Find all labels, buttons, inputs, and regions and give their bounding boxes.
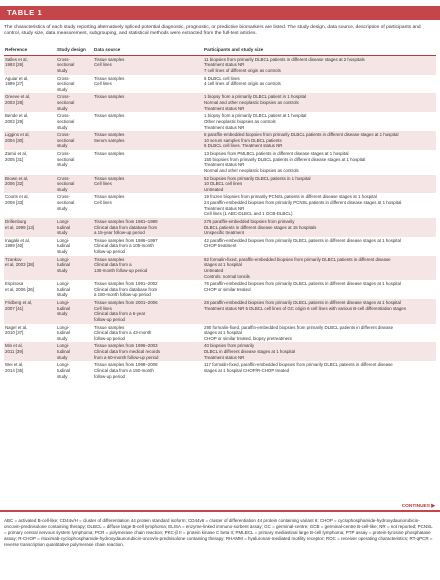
cell-participants: [203, 218, 436, 237]
cell-line: 2003 [28]: [5, 100, 24, 106]
cell-line: CHOP or similar treated, biopsy pretreatment: [204, 335, 292, 341]
cell-study-design: [56, 193, 93, 218]
cell-line: Treatment status NR: [204, 162, 245, 168]
cell-line: sectional: [57, 156, 75, 162]
cell-line: 290 formalin-fixed, paraffin-embedded biopsies from primarily DLBCL patients in different disease: [204, 324, 394, 330]
cell-line: Inagaki et al,: [5, 237, 30, 243]
table-body: [4, 55, 436, 380]
cell-line: Tissue samples: [94, 75, 125, 81]
cell-line: Tissue samples from 1986–1997: [94, 237, 158, 243]
cell-line: Tzankov: [5, 256, 22, 262]
cell-line: sectional: [57, 137, 75, 143]
cell-line: stages at 1 hospital CHOP/R-CHOP treated: [204, 367, 290, 373]
cell-line: Bende et al,: [5, 113, 29, 119]
cell-line: Longi-: [57, 300, 70, 306]
cell-data-source: [93, 93, 203, 112]
cell-line: Cross-: [57, 94, 70, 100]
cell-line: Tissue samples: [94, 132, 125, 138]
cell-line: Normal and other neoplastic biopsies as controls: [204, 100, 299, 106]
cell-line: sectional: [57, 100, 75, 106]
column-header-reference: Reference: [4, 46, 56, 55]
cell-study-design: [56, 175, 93, 194]
cell-line: Tissue samples from 2001–2006: [94, 300, 158, 306]
cell-study-design: [56, 131, 93, 150]
cell-study-design: [56, 324, 93, 343]
table-row: [4, 324, 436, 343]
cell-data-source: [93, 324, 203, 343]
cell-line: a 15-year follow-up period: [94, 230, 145, 236]
cell-line: Tissue samples: [94, 175, 125, 181]
cell-line: Cross-: [57, 175, 70, 181]
arrow-right-icon: ▶: [431, 504, 435, 509]
cell-participants: [203, 342, 436, 361]
cell-line: study: [57, 162, 68, 168]
cell-line: Zamò et al,: [5, 151, 27, 157]
table-row: [4, 193, 436, 218]
cell-reference: [4, 342, 56, 361]
cell-line: 7 cell lines of different origin as controls: [204, 67, 281, 73]
cell-line: Longi-: [57, 218, 70, 224]
cell-line: Clinical data from database from: [94, 286, 158, 292]
cell-line: et al, 2003 [38]: [5, 262, 35, 268]
cell-line: Normal and other neoplastic biopsies as controls: [204, 167, 299, 173]
cell-line: tudinal: [57, 243, 70, 249]
cell-line: Aguiar et al,: [5, 75, 29, 81]
cell-data-source: [93, 256, 203, 281]
table-row: [4, 150, 436, 175]
cell-line: Liggins et al,: [5, 132, 30, 138]
cell-data-source: [93, 299, 203, 324]
cell-line: Treatment status NR: [204, 105, 245, 111]
cell-line: stages at 1 hospital: [204, 330, 242, 336]
cell-line: follow-up period: [94, 249, 125, 255]
cell-line: study: [57, 292, 68, 298]
cell-line: from a 60-month follow-up period: [94, 354, 159, 360]
cell-line: Treatment status NR 5 DLBCL cell lines of GC origin 6 cell lines with various B-cell differentiation stages: [204, 305, 406, 311]
cell-line: Treatment status NR: [204, 354, 245, 360]
cell-line: Controls: normal tonsils: [204, 273, 250, 279]
cell-line: 117 formalin-fixed, paraffin-embedded biopsies from primarily DLBCL patients in different disease: [204, 362, 393, 368]
cell-line: CHOP treatment: [204, 243, 237, 249]
cell-line: 150 biopsies from primarily DLBCL patients in different disease stages at 1 hospital: [204, 156, 366, 162]
cell-line: CHOP or similar treated: [204, 286, 251, 292]
cell-participants: [203, 193, 436, 218]
cell-line: 1999 [27]: [5, 81, 24, 87]
cell-data-source: [93, 75, 203, 94]
cell-line: 2014 [35]: [5, 367, 24, 373]
cell-line: Brown et al,: [5, 175, 29, 181]
cell-line: study: [57, 354, 68, 360]
cell-participants: [203, 75, 436, 94]
cell-line: 40 biopsies from primarily: [204, 343, 255, 349]
cell-line: 1993 [26]: [5, 62, 24, 68]
cell-line: Longi-: [57, 324, 70, 330]
cell-line: DLBCL patients in different disease stages at 15 hospitals: [204, 224, 317, 230]
cell-line: Untreated: [204, 267, 224, 273]
cell-line: sectional: [57, 200, 75, 206]
cell-line: tudinal: [57, 367, 70, 373]
cell-line: tudinal: [57, 262, 70, 268]
cell-study-design: [56, 280, 93, 299]
cell-line: Tissue samples: [94, 151, 125, 157]
cell-line: study: [57, 335, 68, 341]
cell-line: 5 DLBCL cell lines. Treatment status NR: [204, 143, 283, 149]
cell-line: Cell lines: [94, 62, 112, 68]
cell-data-source: [93, 237, 203, 256]
cell-study-design: [56, 112, 93, 131]
cell-line: Tissue samples: [94, 194, 125, 200]
cell-line: Min et al,: [5, 343, 23, 349]
cell-line: sectional: [57, 81, 75, 87]
cell-line: 1999 [40]: [5, 243, 24, 249]
cell-line: tudinal: [57, 305, 70, 311]
cell-line: Fridberg et al,: [5, 300, 33, 306]
cell-line: Drillenburg: [5, 218, 27, 224]
cell-line: Tissue samples: [94, 94, 125, 100]
cell-study-design: [56, 361, 93, 380]
cell-data-source: [93, 150, 203, 175]
cell-line: 42 paraffin-embedded biopsies from primarily DLBCL patients in different disease stages at 1 hospital: [204, 237, 401, 243]
cell-data-source: [93, 112, 203, 131]
cell-line: Cell lines: [94, 200, 112, 206]
cell-line: DLBCL in different disease stages at 1 hospital: [204, 349, 296, 355]
cell-study-design: [56, 75, 93, 94]
cell-reference: [4, 237, 56, 256]
table-row: [4, 93, 436, 112]
cell-line: Tissue samples: [94, 256, 125, 262]
cell-line: Treatment status NR: [204, 124, 245, 130]
cell-line: Clinical data from a 43-month: [94, 330, 152, 336]
table-header-bar: [0, 6, 440, 20]
cell-line: 76 paraffin-embedded biopsies from primarily DLBCL patients in different disease stages at 1 hospital: [204, 281, 401, 287]
abbreviations-footnote: ABC = activated B-cell-like; CD44v/H = cluster of differentiation 44 protein standard isoform; CD44v6 = cluster of differentiation 44 protein containing variant 6; CHOP = cyclophosphamide-hydroxydaunorubicin-oncovin-prednisolone containing therapy; DLBCL = diffuse large B-cell lymphoma; ELISA = enzyme-linked immuno-sorbent assay; GC = germinal-centre; GCB = germinal-centre B-cell-like; NR = not reported; PCNSL = primary central nervous system lymphoma; PCR = polymerase chain reaction; PKC-β II = protein kinase C beta II; PMLBCL = primary mediastinal large B-cell lymphoma; PTP assay = protein-tyrosine phosphatase assay; R-CHOP = rituximab-cyclophosphamide-hydroxydaunorubicin-oncovin-prednisolone containing therapy; RHAMM = hyaluronan-mediated motility receptor; ROC = receiver operating characteristics; RT-qPCR = reverse transcription quantitative polymerase chain reaction.: [4, 518, 433, 547]
cell-line: Longi-: [57, 343, 70, 349]
cell-participants: [203, 324, 436, 343]
cell-reference: [4, 299, 56, 324]
cell-study-design: [56, 299, 93, 324]
cell-participants: [203, 55, 436, 74]
cell-line: Other neoplastic biopsies as controls: [204, 118, 276, 124]
cell-study-design: [56, 55, 93, 74]
cell-reference: [4, 175, 56, 194]
column-header-study-design: Study design: [56, 46, 93, 55]
cell-line: Cross-: [57, 194, 70, 200]
cell-participants: [203, 93, 436, 112]
cell-reference: [4, 112, 56, 131]
cell-line: Wei et al,: [5, 362, 24, 368]
cell-line: 2010 [37]: [5, 330, 24, 336]
cell-study-design: [56, 256, 93, 281]
table-row: [4, 237, 436, 256]
cell-line: study: [57, 186, 68, 192]
cell-line: Tissue samples: [94, 113, 125, 119]
cell-line: sectional: [57, 118, 75, 124]
cell-data-source: [93, 193, 203, 218]
cell-line: 10 DLBCL cell lines: [204, 181, 243, 187]
cell-line: Longi-: [57, 237, 70, 243]
cell-reference: [4, 280, 56, 299]
cell-line: Cross-: [57, 75, 70, 81]
cell-participants: [203, 175, 436, 194]
table-title: TABLE 1: [7, 8, 43, 17]
cell-line: 13 biopsies from PMLBCL patients in different disease stages at 1 hospital: [204, 151, 349, 157]
cell-line: sectional: [57, 62, 75, 68]
cell-line: 2006 [32]: [5, 181, 24, 187]
cell-participants: [203, 280, 436, 299]
cell-data-source: [93, 280, 203, 299]
cell-line: Treatment status NR: [204, 205, 245, 211]
cell-line: 2009 [33]: [5, 200, 24, 206]
column-header-data-source: Data source: [93, 46, 203, 55]
table-row: [4, 175, 436, 194]
cell-line: study: [57, 67, 68, 73]
cell-line: follow-up period: [94, 373, 125, 379]
cell-line: Clinical data from database from: [94, 224, 158, 230]
cell-line: sectional: [57, 181, 75, 187]
cell-reference: [4, 150, 56, 175]
cell-participants: [203, 299, 436, 324]
cell-line: study: [57, 124, 68, 130]
cell-line: study: [57, 105, 68, 111]
cell-line: study: [57, 143, 68, 149]
cell-line: tudinal: [57, 224, 70, 230]
cell-line: 52 biopsies from primarily DLBCL patients in 1 hospital: [204, 175, 311, 181]
table-row: [4, 280, 436, 299]
cell-study-design: [56, 342, 93, 361]
cell-line: Cell lines (1 ABC-DLBCL and 1 GCB-DLBCL): [204, 211, 293, 217]
cell-line: 10 serum samples from DLBCL patients: [204, 137, 282, 143]
cell-line: tudinal: [57, 330, 70, 336]
cell-line: Clinical data from a: [94, 262, 132, 268]
cell-line: 2007 [41]: [5, 305, 24, 311]
cell-line: Longi-: [57, 281, 70, 287]
cell-line: Tissue samples from 1996–2003: [94, 343, 158, 349]
column-header-participants: Participants and study size: [203, 46, 436, 55]
cell-line: Cell lines: [94, 81, 112, 87]
cell-line: Unspecific treatment: [204, 230, 245, 236]
cell-line: 1 biopsy from a primarily DLBCL patient at 1 hospital: [204, 113, 307, 119]
cell-line: et al, 1999 [13]: [5, 224, 35, 230]
cell-line: Cross-: [57, 132, 70, 138]
cell-line: Cross-: [57, 113, 70, 119]
cell-line: 82 formalin-fixed, paraffin-embedded biopsies from primarily DLBCL patients in different disease: [204, 256, 391, 262]
cell-line: Clinical data from medical records: [94, 349, 161, 355]
cell-line: 24 paraffin-embedded biopsies from primarily PCNSL patients in different disease stages at 1 hospital: [204, 200, 402, 206]
cell-reference: [4, 93, 56, 112]
cell-line: 2002 [29]: [5, 118, 24, 124]
cell-line: Nagel et al,: [5, 324, 28, 330]
table-row: [4, 256, 436, 281]
cell-line: Salles et al,: [5, 56, 28, 62]
cell-line: et al, 2006 [36]: [5, 286, 35, 292]
cell-line: Tissue samples from 1991–2002: [94, 281, 158, 287]
table-caption: The characteristics of each study reporting alternatively spliced potential diagnostic, prognostic, or predictive biomarkers are listed. The study design, data source, description of participants and control, study size, data measurement, subgrouping, and statistical methods were extracted from the full-text articles.: [4, 25, 421, 37]
cell-line: Tissue samples from 1998–2008: [94, 362, 158, 368]
cell-line: Cell lines: [94, 181, 112, 187]
table-row: [4, 299, 436, 324]
table-row: [4, 112, 436, 131]
cell-line: 28 paraffin-embedded biopsies from primarily DLBCL patients in different disease stages at 1 hospital: [204, 300, 401, 306]
cell-line: 2005 [31]: [5, 156, 24, 162]
footer-rule: [0, 510, 440, 512]
cell-reference: [4, 55, 56, 74]
cell-line: Tissue samples: [94, 56, 125, 62]
cell-reference: [4, 75, 56, 94]
cell-line: Greeve et al,: [5, 94, 31, 100]
cell-line: stages at 1 hospital: [204, 262, 242, 268]
cell-line: Treatment status NR: [204, 62, 245, 68]
cell-line: Tissue samples: [94, 324, 125, 330]
cell-line: a 180-month follow-up period: [94, 292, 151, 298]
cell-line: 130-month follow-up period: [94, 267, 148, 273]
cell-line: follow-up period: [94, 316, 125, 322]
cell-data-source: [93, 218, 203, 237]
cell-line: Longi-: [57, 256, 70, 262]
cell-reference: [4, 324, 56, 343]
cell-participants: [203, 256, 436, 281]
cell-line: tudinal: [57, 349, 70, 355]
cell-data-source: [93, 131, 203, 150]
cell-line: 11 biopsies from primarily DLBCL patients in different disease stages at 2 hospitals: [204, 56, 365, 62]
cell-line: study: [57, 86, 68, 92]
table-row: [4, 218, 436, 237]
table-row: [4, 55, 436, 74]
table-row: [4, 131, 436, 150]
cell-data-source: [93, 55, 203, 74]
cell-participants: [203, 150, 436, 175]
cell-line: Tissue samples from 1981–1989: [94, 218, 158, 224]
cell-reference: [4, 361, 56, 380]
continues-text: CONTINUES: [401, 504, 430, 509]
cell-line: 1 biopsy from a primarily DLBCL patient in 1 hospital: [204, 94, 307, 100]
table-row: [4, 342, 436, 361]
cell-participants: [203, 237, 436, 256]
cell-line: Clinical data from a 105-month: [94, 243, 154, 249]
cell-line: study: [57, 267, 68, 273]
cell-line: study: [57, 249, 68, 255]
cell-line: 6 paraffin-embedded biopsies from primarily DLBCL patients in different disease stages at 1 hospital: [204, 132, 399, 138]
cell-line: study: [57, 373, 68, 379]
cell-line: Cross-: [57, 151, 70, 157]
cell-line: 5 DLBCL cell lines: [204, 75, 240, 81]
cell-data-source: [93, 342, 203, 361]
cell-line: study: [57, 230, 68, 236]
cell-study-design: [56, 150, 93, 175]
cell-study-design: [56, 93, 93, 112]
cell-reference: [4, 131, 56, 150]
table-row: [4, 361, 436, 380]
cell-line: Serum samples: [94, 137, 125, 143]
cell-line: 4 cell lines of different origin as controls: [204, 81, 281, 87]
cell-line: Espinosa: [5, 281, 24, 287]
cell-study-design: [56, 237, 93, 256]
cell-line: follow-up period: [94, 335, 125, 341]
cell-line: study: [57, 311, 68, 317]
cell-reference: [4, 218, 56, 237]
cell-line: Cell lines: [94, 305, 112, 311]
cell-data-source: [93, 361, 203, 380]
cell-line: 2004 [30]: [5, 137, 24, 143]
cell-participants: [203, 131, 436, 150]
cell-reference: [4, 193, 56, 218]
table-header-row: [4, 46, 436, 55]
cell-reference: [4, 256, 56, 281]
cell-line: study: [57, 205, 68, 211]
cell-line: 276 paraffin-embedded biopsies from primarily: [204, 218, 295, 224]
cell-participants: [203, 112, 436, 131]
cell-data-source: [93, 175, 203, 194]
table-row: [4, 75, 436, 94]
cell-line: 2011 [39]: [5, 349, 23, 355]
cell-line: Untreated: [204, 186, 224, 192]
cell-line: Cross-: [57, 56, 70, 62]
cell-line: Clinical data from a 150-month: [94, 367, 154, 373]
cell-study-design: [56, 218, 93, 237]
cell-line: 19 frozen biopsies from primarily PCNSL patients in different disease stages at 1 hospital: [204, 194, 377, 200]
cell-line: Courts et al,: [5, 194, 29, 200]
cell-line: Longi-: [57, 362, 70, 368]
cell-participants: [203, 361, 436, 380]
cell-line: Clinical data from a 6-year: [94, 311, 146, 317]
study-characteristics-table: [4, 46, 436, 380]
cell-line: tudinal: [57, 286, 70, 292]
